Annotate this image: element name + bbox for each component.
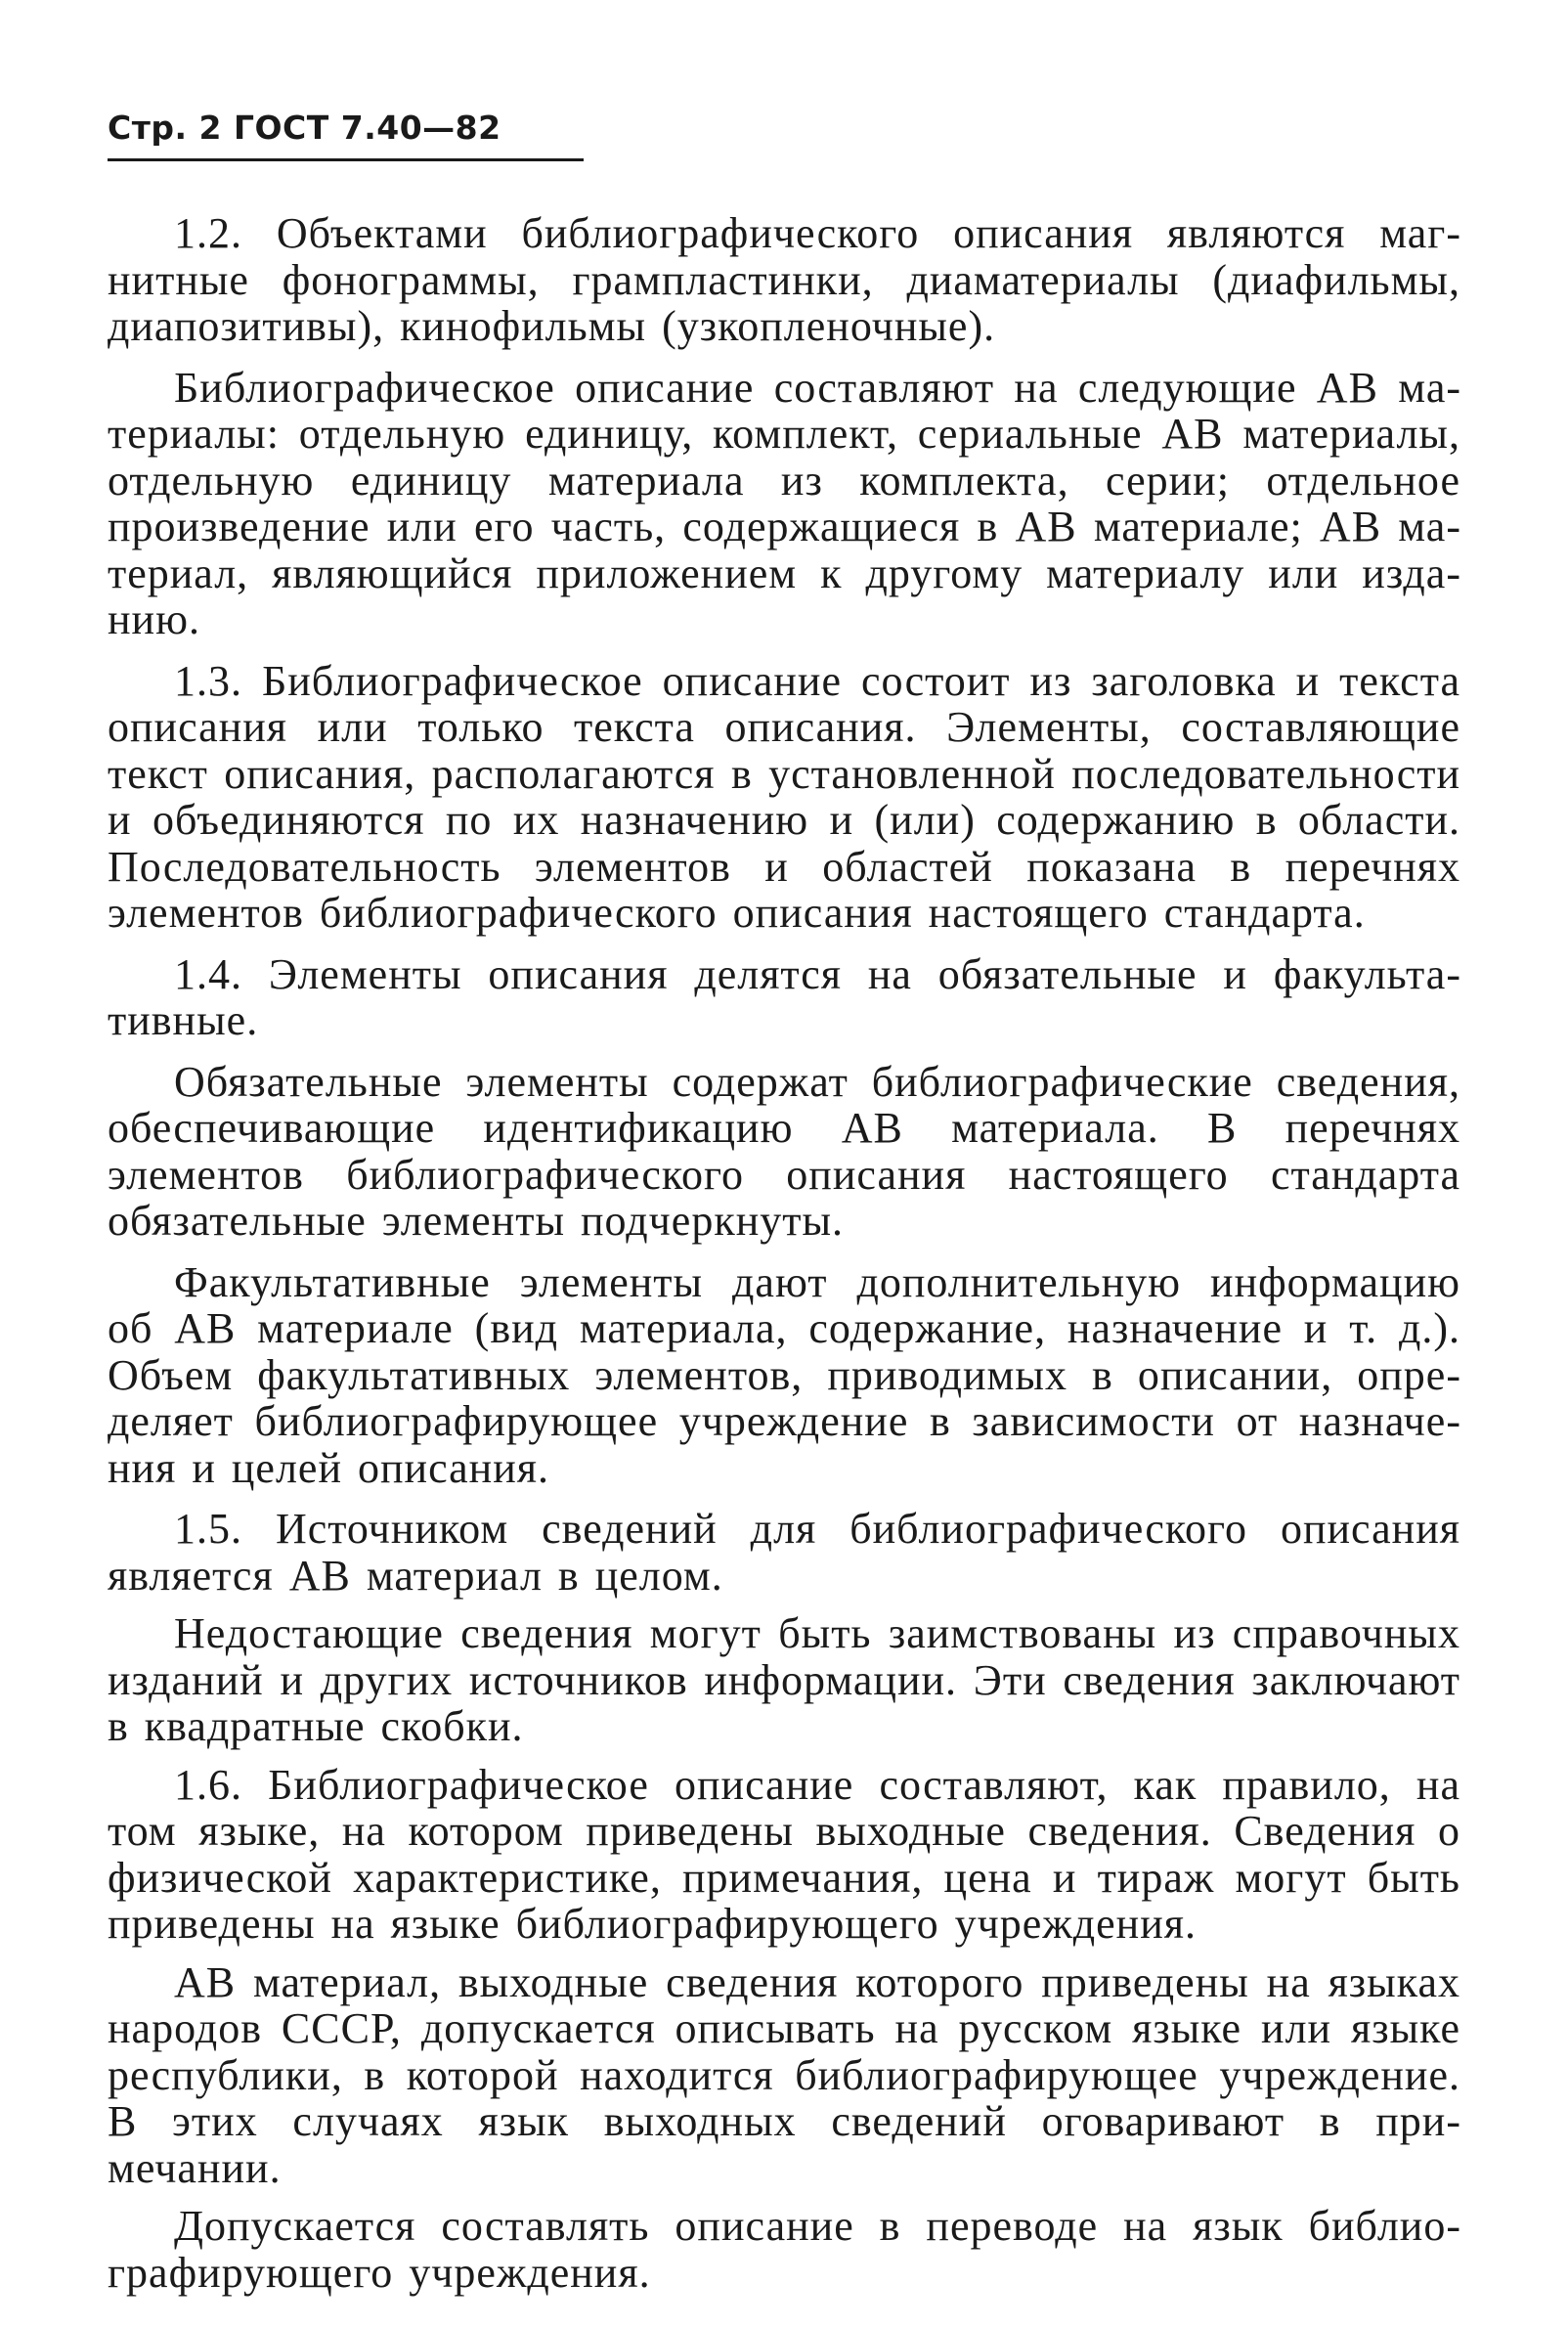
document-body (108, 210, 1460, 2296)
paragraph-1-3: 1.3. Библиографическое описание состоит из заголовка и текста описания или только текста описания. Элементы, составляющие текст описания, располагаются в установленной последовательности и объединяются по их назначению и (или) содержанию в области. Последовательность элементов и областей показана в перечнях элементов библиографического описания настоящего стандарта. (108, 656, 1460, 937)
paragraph-1-2: 1.2. Объектами библиографического описания являются магнитные фонограммы, грампластинки, диаматериалы (диафильмы, диапозитивы), кинофильмы (узкопленочные). (108, 209, 1460, 350)
paragraph-1-5: 1.5. Источником сведений для библиографического описания является АВ материал в целом. (108, 1505, 1460, 1600)
paragraph-1-2-continued: Библиографическое описание составляют на следующие АВ материалы: отдельную единицу, комплект, сериальные АВ материалы, отдельную единицу материала из комплекта, серии; отдельное произведение или его часть, содержащиеся в АВ материале; АВ материал, являющийся приложением к другому материалу или изданию. (108, 363, 1460, 643)
paragraph-missing-info: Недостающие сведения могут быть заимствованы из справочных изданий и других источников информации. Эти сведения заключают в квадратные скобки. (108, 1609, 1460, 1750)
paragraph-1-6: 1.6. Библиографическое описание составляют, как правило, на том языке, на котором приведены выходные сведения. Сведения о физической характеристике, примечания, цена и тираж могут быть приведены на языке библиографирующего учреждения. (108, 1760, 1460, 1948)
paragraph-translation: Допускается составлять описание в переводе на язык библиографирующего учреждения. (108, 2202, 1460, 2297)
paragraph-optional-elements: Факультативные элементы дают дополнительную информацию об АВ материале (вид материала, содержание, назначение и т. д.). Объем факультативных элементов, приводимых в описании, определяет библиографирующее учреждение в зависимости от назначения и целей описания. (108, 1257, 1460, 1492)
paragraph-1-4: 1.4. Элементы описания делятся на обязательные и факультативные. (108, 949, 1460, 1044)
paragraph-ussr-languages: АВ материал, выходные сведения которого приведены на языках народов СССР, допускается описывать на русском языке или языке республики, в которой находится библиографирующее учреждение. В этих случаях язык выходных сведений оговаривают в примечании. (108, 1957, 1460, 2192)
paragraph-mandatory-elements: Обязательные элементы содержат библиографические сведения, обеспечивающие идентификацию АВ материала. В перечнях элементов библиографического описания настоящего стандарта обязательные элементы подчеркнуты. (108, 1057, 1460, 1245)
page-header (108, 106, 584, 161)
page-number-label: Стр. 2 (108, 109, 222, 147)
standard-designation: ГОСТ 7.40—82 (233, 109, 501, 147)
